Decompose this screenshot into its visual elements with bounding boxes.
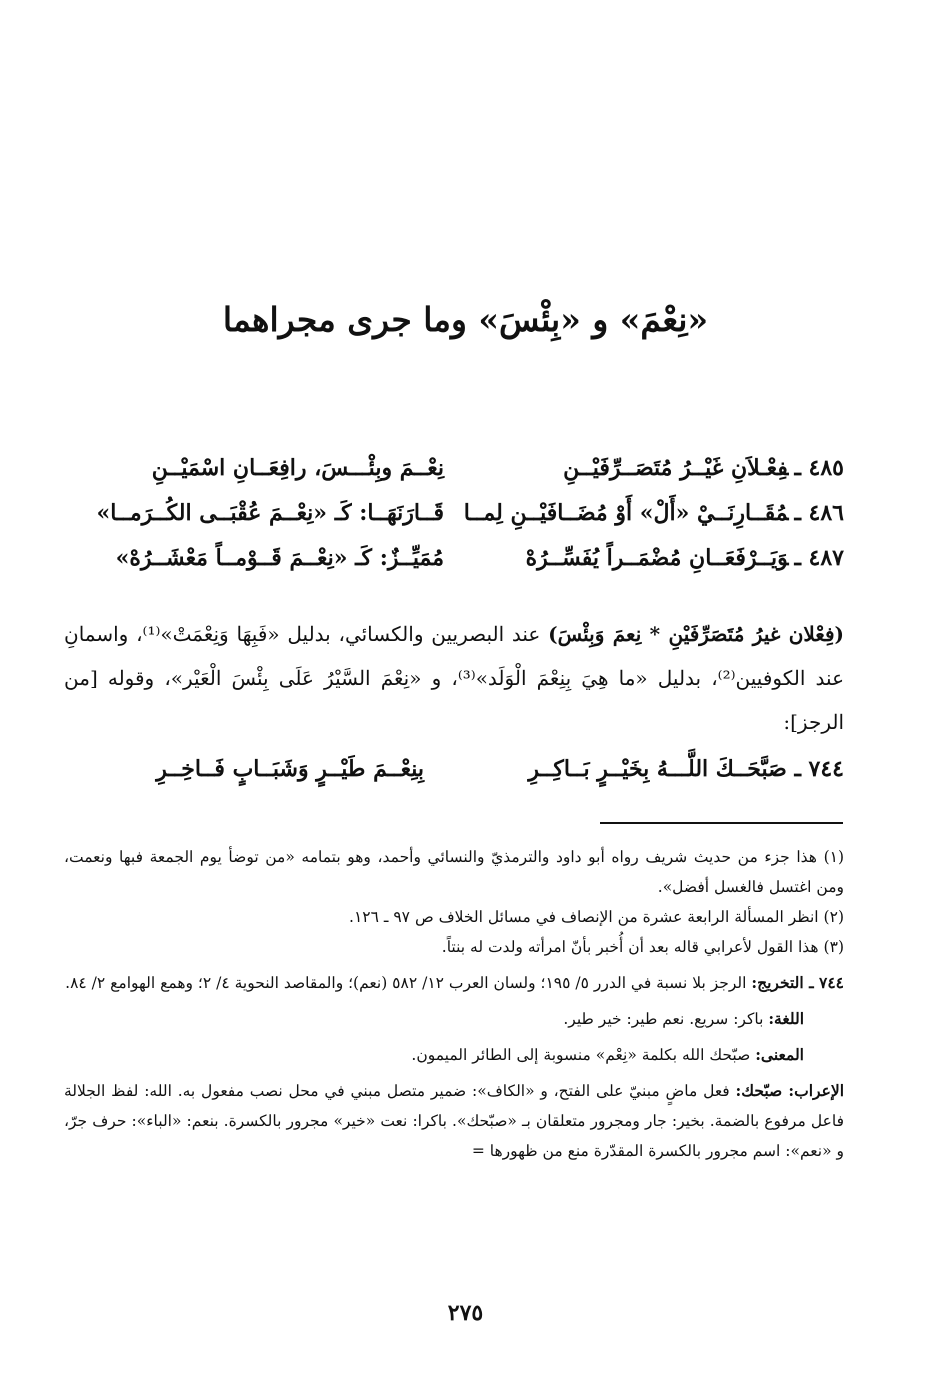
- commentary-paragraph: [64, 612, 844, 744]
- verse-first-text: وَيَــرْفَعَــانِ مُضْمَــراً يُفَسِّــرُهْ: [525, 545, 789, 571]
- commentary-text: باكر: سريع. نعم طير: خير طير.: [563, 1010, 769, 1028]
- footnote-text: هذا جزء من حديث شريف رواه أبو داود والترمذيّ والنسائي وأحمد، وهو بتمامه «من توضأ يوم الجمعة فبها ونعمت، ومن اغتسل فالغسل أفضل».: [64, 848, 844, 896]
- verse-second-hemistich: قَــارَنَهَــا: كَـ «نِعْــمَ عُقْبَــى الكُــرَمــا»: [96, 500, 444, 526]
- evidence-number: ٧٤٤ ـ: [794, 756, 844, 782]
- commentary-label: اللغة:: [768, 1009, 804, 1028]
- footnote-mark: (٢): [823, 908, 844, 926]
- commentary-text: صبّحك الله بكلمة «نِعْم» منسوبة إلى الطائر الميمون.: [411, 1046, 756, 1064]
- paragraph-text: عند البصريين والكسائي، بدليل «فَبِهَا وَنِعْمَتْ»⁽¹⁾، واسمانِ عند الكوفيين⁽²⁾، بدليل «ما هِيَ بِنِعْمَ الْوَلَد»⁽³⁾، و «نِعْمَ السَّيْرُ عَلَى بِئْسَ الْعَيْر»، وقوله [من الرجز]:: [64, 622, 844, 734]
- evidence-second-hemistich: بِنِعْــمَ طَيْــرٍ وَشَبَــابٍ فَــاخِــرِ: [156, 756, 424, 782]
- verse-first-hemistich: [454, 545, 844, 571]
- verse-number: ٤٨٦ ـ: [794, 500, 844, 526]
- commentary-label: ٧٤٤ ـ التخريج:: [751, 973, 844, 992]
- verse-row: [64, 455, 844, 500]
- footnote-item: [64, 932, 844, 962]
- evidence-verse: [64, 756, 844, 782]
- evidence-first-hemistich: [444, 756, 844, 782]
- verse-first-text: فِعْـلاَنِ غَيْــرُ مُتَصَــرِّفَيْــنِ: [563, 455, 789, 481]
- commentary-maana: [64, 1040, 844, 1070]
- footnote-text: انظر المسألة الرابعة عشرة من الإنصاف في مسائل الخلاف ص ٩٧ ـ ١٢٦.: [349, 908, 819, 926]
- commentary-takhrij: [64, 968, 844, 998]
- footnote-mark: (١): [823, 848, 845, 866]
- commentary-lugha: [64, 1004, 844, 1034]
- verse-number: ٤٨٧ ـ: [794, 545, 844, 571]
- commentary-label: المعنى:: [755, 1045, 804, 1064]
- commentary-irab: [64, 1076, 844, 1166]
- verse-row: [64, 500, 844, 545]
- chapter-title: «نِعْمَ» و «بِئْسَ» وما جرى مجراهما: [222, 300, 709, 339]
- evidence-first-text: صَبَّحَــكَ اللَّـــهُ بِخَيْــرٍ بَــاكِــرِ: [528, 756, 787, 782]
- commentary-text: فعل ماضٍ مبنيّ على الفتح، و «الكاف»: ضمير متصل مبني في محل نصب مفعول به. الله: لفظ الجلالة فاعل مرفوع بالضمة. بخير: جار ومجرور متعلقان بـ «صبّحك». باكرا: نعت «خير» مجرور بالكسرة. بنعم: «الباء»: حرف جرّ، و «نعم»: اسم مجرور بالكسرة المقدّرة منع من ظهورها =: [64, 1082, 844, 1160]
- footnotes: [64, 842, 844, 1166]
- footnote-item: [64, 842, 844, 902]
- page-number: ٢٧٥: [447, 1300, 484, 1326]
- footnote-mark: (٣): [823, 938, 844, 956]
- footnote-text: هذا القول لأعرابي قاله بعد أن أُخبر بأنّ امرأته ولدت له بنتاً.: [441, 938, 819, 956]
- verse-row: [64, 545, 844, 590]
- commentary-text: الرجز بلا نسبة في الدرر ٥/ ١٩٥؛ ولسان العرب ١٢/ ٥٨٢ (نعم)؛ والمقاصد النحوية ٤/ ٢؛ وهمع الهوامع ٢/ ٨٤.: [65, 974, 752, 992]
- footnote-item: [64, 902, 844, 932]
- verse-first-hemistich: [454, 500, 844, 526]
- verse-second-hemistich: نِعْــمَ وبِئْـــسَ، رافِعَــانِ اسْمَيْــنِ: [151, 455, 444, 481]
- verse-first-hemistich: [454, 455, 844, 481]
- verse-first-text: مُقَــارِنَــيْ «أَلْ» أَوْ مُضَــافَيْــنِ لِمــا: [463, 500, 789, 526]
- footnote-divider: [600, 822, 843, 824]
- paragraph-lead: (فِعْلان غيرُ مُتَصَرِّفَيْنِ * نِعمَ وَبِئْسَ): [548, 622, 844, 646]
- commentary-label: الإعراب: صبّحك:: [735, 1081, 845, 1100]
- alfiya-verses: [64, 455, 844, 590]
- verse-number: ٤٨٥ ـ: [794, 455, 844, 481]
- verse-second-hemistich: مُمَيِّــزٌ: كَـ «نِعْــمَ قَــوْمــاً مَعْشَــرُهْ»: [115, 545, 444, 571]
